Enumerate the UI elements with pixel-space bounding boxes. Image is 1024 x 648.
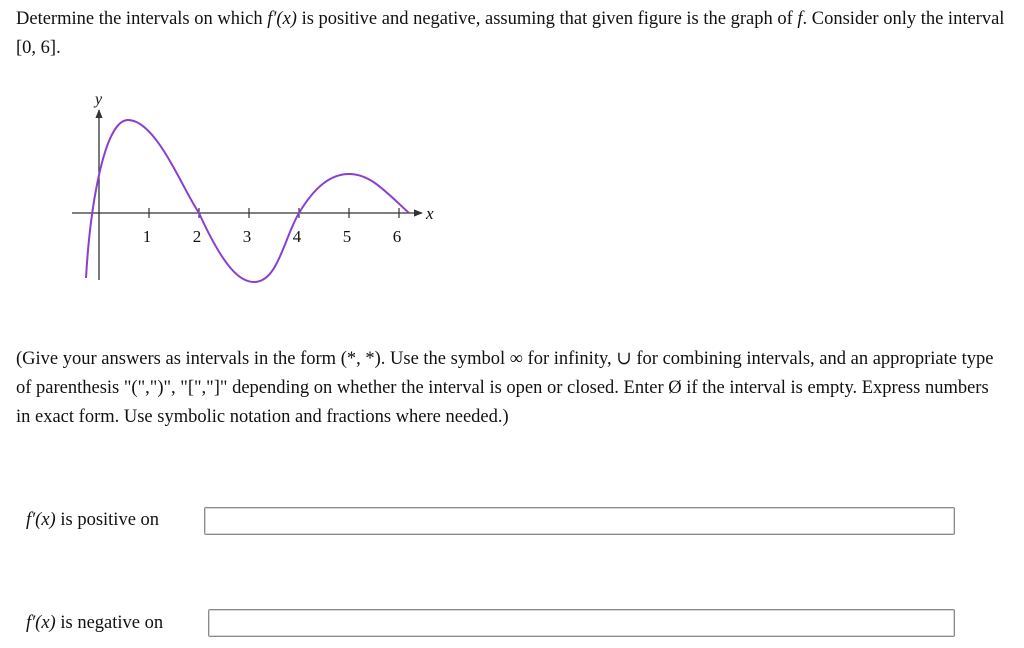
positive-interval-input[interactable] (204, 507, 955, 535)
x-ticks (143, 208, 402, 246)
answer-instructions: (Give your answers as intervals in the form (*, *). Use the symbol ∞ for infinity, ∪ for combining intervals, and an appropriate type of parenthesis "(",")", "[","]" depending on whether the interval is open or closed. Enter Ø if the interval is empty. Express numbers in exact form. Use symbolic notation and fractions where needed.) (16, 349, 994, 427)
derivative-expression: f′(x) (267, 9, 297, 29)
negative-text: is negative on (60, 613, 164, 633)
positive-text: is positive on (60, 510, 160, 530)
positive-derivative: f′(x) (26, 510, 56, 530)
question-suffix: . Consider only the interval [0, 6]. (16, 9, 1005, 58)
question-middle: is positive and negative, assuming that given figure is the graph of (301, 9, 793, 29)
question-prefix: Determine the intervals on which (16, 9, 263, 29)
y-axis-label: y (95, 91, 103, 108)
x-tick-label: 6 (392, 227, 402, 246)
x-tick-label: 4 (292, 227, 302, 246)
negative-interval-input[interactable] (208, 609, 955, 637)
problem-statement (16, 5, 1011, 63)
x-tick-label: 2 (192, 227, 202, 246)
x-axis-label: x (426, 204, 434, 223)
function-name: f (797, 9, 803, 29)
function-curve (86, 120, 409, 282)
x-tick-label: 1 (142, 227, 152, 246)
negative-label (26, 613, 163, 634)
function-graph (64, 88, 444, 288)
positive-label (26, 510, 159, 531)
x-tick-label: 5 (342, 227, 352, 246)
negative-derivative: f′(x) (26, 613, 56, 633)
x-tick-label: 3 (242, 227, 252, 246)
